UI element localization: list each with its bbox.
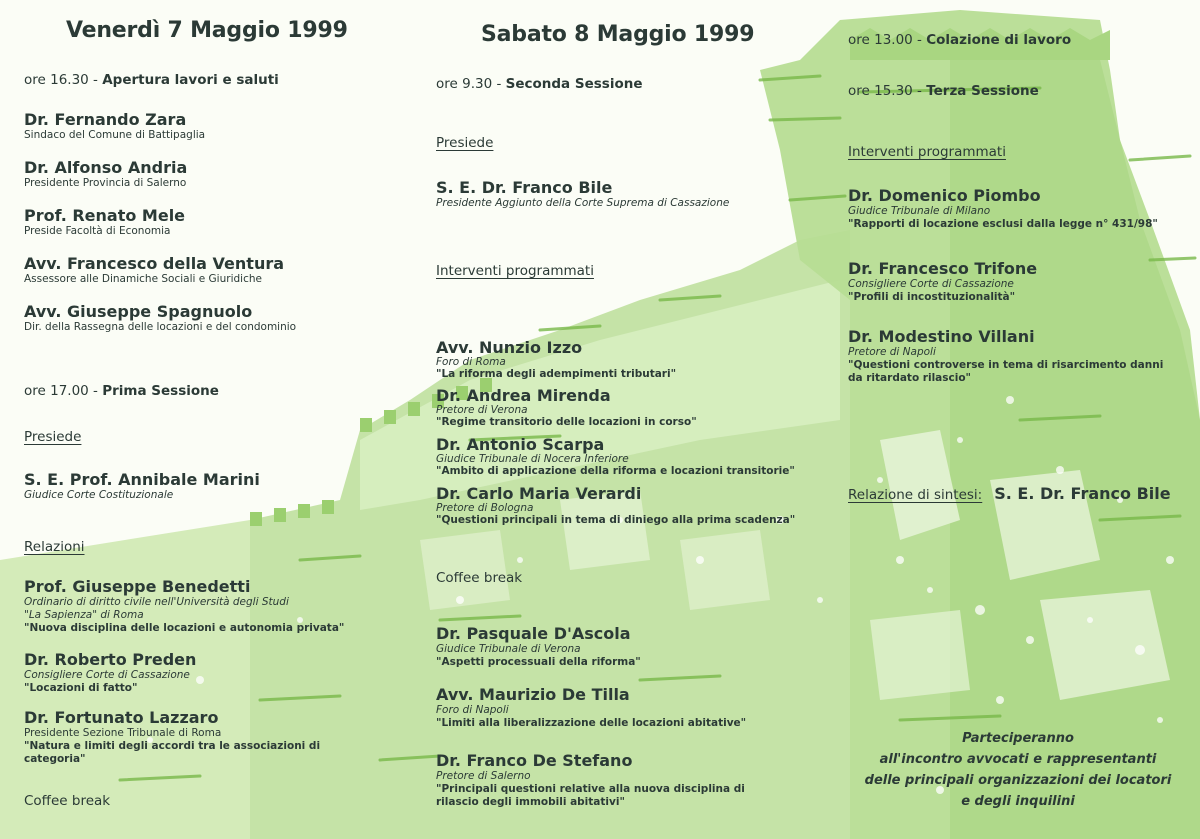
chair-heading: Presiede xyxy=(436,135,494,151)
session-time: ore 17.00 - xyxy=(24,383,103,399)
synthesis-label: Relazione di sintesi: xyxy=(848,487,983,503)
chair-speaker xyxy=(436,178,729,210)
speaker-role-2: "La Sapienza" di Roma xyxy=(24,609,144,621)
intervention-speaker xyxy=(436,685,746,730)
opening-time: ore 16.30 - xyxy=(24,72,103,88)
session-time: ore 15.30 - xyxy=(848,83,927,99)
lunch-time: ore 13.00 - xyxy=(848,32,927,48)
talk-title: "Rapporti di locazione esclusi dalla legge n° 431/98" xyxy=(848,218,1158,230)
speaker-name: Dr. Pasquale D'Ascola xyxy=(436,624,631,643)
intervention-speaker xyxy=(436,435,795,478)
lunch-label: Colazione di lavoro xyxy=(926,32,1072,48)
talk-title: "Ambito di applicazione della riforma e locazioni transitorie" xyxy=(436,465,795,477)
lunch-line xyxy=(848,32,1071,48)
day2-title: Sabato 8 Maggio 1999 xyxy=(481,22,755,47)
speaker-role: Pretore di Napoli xyxy=(848,346,936,358)
speaker-name: Dr. Andrea Mirenda xyxy=(436,386,611,405)
talk-title: "Questioni controverse in tema di risarcimento danni da ritardato rilascio" xyxy=(848,359,1164,384)
speaker-role: Giudice Corte Costituzionale xyxy=(24,489,174,501)
day1-session xyxy=(24,383,219,399)
day1-coffee-break: Coffee break xyxy=(24,793,111,809)
reports-heading: Relazioni xyxy=(24,539,85,555)
speaker-role: Preside Facoltà di Economia xyxy=(24,225,171,237)
speaker-name: Dr. Modestino Villani xyxy=(848,327,1035,346)
closing-line: Parteciperanno xyxy=(962,731,1074,746)
speaker-role: Consigliere Corte di Cassazione xyxy=(848,278,1014,290)
speaker-name: Dr. Fortunato Lazzaro xyxy=(24,708,219,727)
speaker-name: Dr. Francesco Trifone xyxy=(848,259,1038,278)
talk-title: "La riforma degli adempimenti tributari" xyxy=(436,368,677,380)
session-label: Seconda Sessione xyxy=(505,76,643,92)
speaker-name: Avv. Giuseppe Spagnuolo xyxy=(24,302,253,321)
interventions-heading: Interventi programmati xyxy=(848,144,1006,160)
session-time: ore 9.30 - xyxy=(436,76,506,92)
talk-title: "Aspetti processuali della riforma" xyxy=(436,656,641,668)
speaker-role: Assessore alle Dinamiche Sociali e Giuridiche xyxy=(24,273,262,285)
speaker-role: Presidente Provincia di Salerno xyxy=(24,177,187,189)
chair-heading: Presiede xyxy=(24,429,82,445)
intervention-speaker xyxy=(436,751,766,809)
speaker-name: Prof. Renato Mele xyxy=(24,206,186,225)
report-speaker xyxy=(24,708,344,766)
day1-title: Venerdì 7 Maggio 1999 xyxy=(66,18,348,43)
talk-title: "Natura e limiti degli accordi tra le associazioni di categoria" xyxy=(24,740,321,765)
speaker-name: Dr. Roberto Preden xyxy=(24,650,197,669)
talk-title: "Locazioni di fatto" xyxy=(24,682,138,694)
session-label: Prima Sessione xyxy=(102,383,219,399)
speaker-name: Dr. Domenico Piombo xyxy=(848,186,1041,205)
speaker-role: Ordinario di diritto civile nell'Università degli Studi xyxy=(24,596,289,608)
greeting-speaker xyxy=(24,206,185,238)
speaker-name: Avv. Maurizio De Tilla xyxy=(436,685,630,704)
greeting-speaker xyxy=(24,254,284,286)
talk-title: "Limiti alla liberalizzazione delle locazioni abitative" xyxy=(436,717,747,729)
speaker-role: Pretore di Bologna xyxy=(436,502,534,514)
day1-opening xyxy=(24,72,279,88)
synthesis-speaker: S. E. Dr. Franco Bile xyxy=(994,484,1171,503)
day2-session xyxy=(436,76,642,92)
interventions-heading: Interventi programmati xyxy=(436,263,594,279)
closing-note xyxy=(862,728,1174,812)
speaker-name: S. E. Prof. Annibale Marini xyxy=(24,470,260,489)
speaker-role: Presidente Sezione Tribunale di Roma xyxy=(24,727,222,739)
opening-label: Apertura lavori e saluti xyxy=(102,72,279,88)
synthesis-line xyxy=(848,484,1171,503)
day2-coffee-break: Coffee break xyxy=(436,570,523,586)
speaker-role: Giudice Tribunale di Verona xyxy=(436,643,581,655)
intervention-speaker xyxy=(436,624,641,669)
greeting-speaker xyxy=(24,302,296,334)
talk-title: "Nuova disciplina delle locazioni e autonomia privata" xyxy=(24,622,345,634)
talk-title: "Regime transitorio delle locazioni in corso" xyxy=(436,416,697,428)
speaker-name: Dr. Carlo Maria Verardi xyxy=(436,484,642,503)
intervention-speaker xyxy=(848,259,1037,304)
intervention-speaker xyxy=(848,186,1158,231)
speaker-role: Foro di Napoli xyxy=(436,704,509,716)
closing-line: delle principali organizzazioni dei locatori xyxy=(864,773,1172,788)
speaker-role: Foro di Roma xyxy=(436,356,506,368)
speaker-name: Dr. Fernando Zara xyxy=(24,110,187,129)
talk-title: "Questioni principali in tema di diniego alla prima scadenza" xyxy=(436,514,796,526)
closing-line: all'incontro avvocati e rappresentanti xyxy=(879,752,1157,767)
speaker-role: Pretore di Verona xyxy=(436,404,528,416)
chair-speaker xyxy=(24,470,260,502)
speaker-role: Giudice Tribunale di Milano xyxy=(848,205,991,217)
speaker-role: Sindaco del Comune di Battipaglia xyxy=(24,129,206,141)
speaker-name: Avv. Francesco della Ventura xyxy=(24,254,285,273)
closing-line: e degli inquilini xyxy=(961,794,1075,809)
greeting-speaker xyxy=(24,110,205,142)
speaker-name: Dr. Alfonso Andria xyxy=(24,158,188,177)
speaker-name: Avv. Nunzio Izzo xyxy=(436,338,583,357)
speaker-role: Consigliere Corte di Cassazione xyxy=(24,669,190,681)
day2-afternoon-session xyxy=(848,83,1039,99)
intervention-speaker xyxy=(848,327,1178,385)
intervention-speaker xyxy=(436,338,676,381)
intervention-speaker xyxy=(436,484,795,527)
speaker-role: Presidente Aggiunto della Corte Suprema di Cassazione xyxy=(436,197,730,209)
speaker-name: Dr. Franco De Stefano xyxy=(436,751,633,770)
intervention-speaker xyxy=(436,386,697,429)
speaker-name: Prof. Giuseppe Benedetti xyxy=(24,577,251,596)
talk-title: "Principali questioni relative alla nuova disciplina di rilascio degli immobili abitativi" xyxy=(436,783,745,808)
talk-title: "Profili di incostituzionalità" xyxy=(848,291,1016,303)
report-speaker xyxy=(24,650,196,695)
greeting-speaker xyxy=(24,158,187,190)
speaker-role: Giudice Tribunale di Nocera Inferiore xyxy=(436,453,629,465)
speaker-role: Dir. della Rassegna delle locazioni e del condominio xyxy=(24,321,297,333)
speaker-name: Dr. Antonio Scarpa xyxy=(436,435,605,454)
speaker-name: S. E. Dr. Franco Bile xyxy=(436,178,613,197)
speaker-role: Pretore di Salerno xyxy=(436,770,531,782)
session-label: Terza Sessione xyxy=(926,83,1039,99)
report-speaker xyxy=(24,577,344,635)
